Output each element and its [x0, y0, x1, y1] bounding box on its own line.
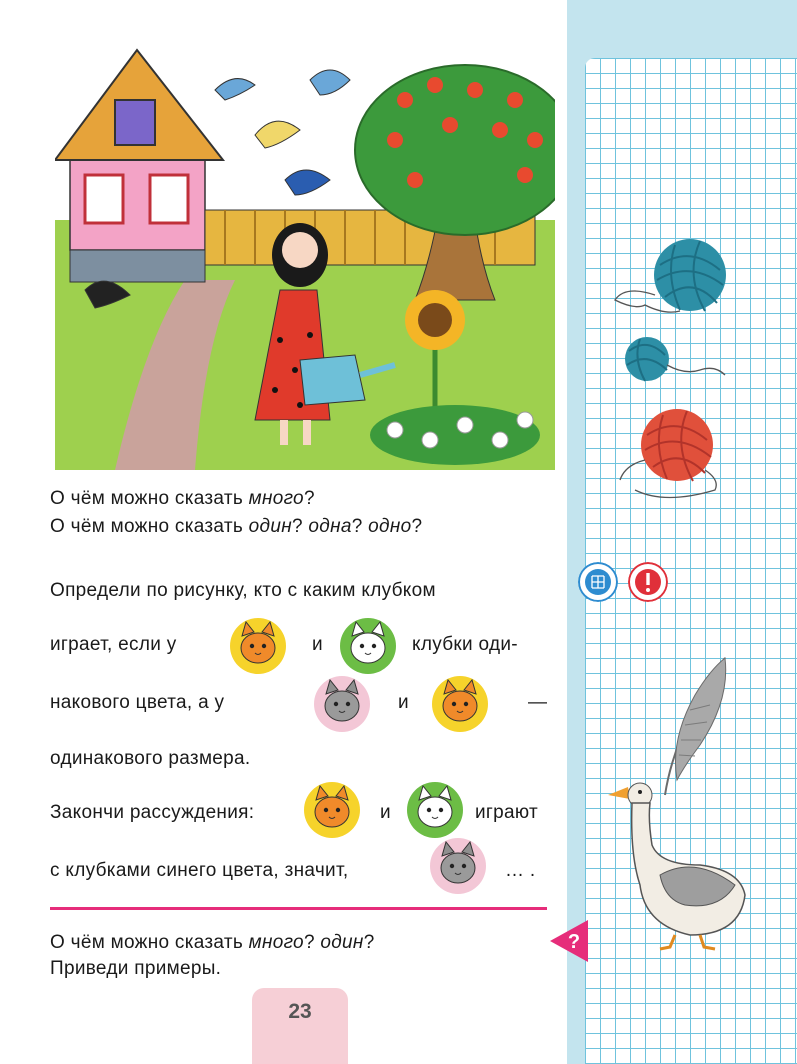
word-odin: один — [320, 932, 364, 953]
exclamation-icon — [628, 562, 668, 602]
word-odna: одна — [308, 516, 352, 537]
orange-cat-icon — [302, 780, 362, 840]
svg-text:?: ? — [567, 931, 581, 953]
question-one: О чём можно сказать один? одна? одно? — [50, 516, 423, 537]
bottom-question: О чём можно сказать много? один? — [50, 932, 375, 953]
task-line-3: накового цвета, а у и — — [50, 692, 548, 713]
grid-icon — [578, 562, 618, 602]
task-line-4: одинакового размера. — [50, 748, 251, 769]
orange-cat-icon — [430, 674, 490, 734]
goose-illustration — [600, 775, 760, 955]
white-cat-icon — [405, 780, 465, 840]
bottom-instruction: Приведи примеры. — [50, 958, 222, 979]
word-mnogo: много — [248, 488, 304, 509]
blue-yarn-ball-small — [625, 337, 725, 381]
page-number-tab — [252, 988, 348, 1064]
orange-cat-icon — [228, 616, 288, 676]
section-divider — [50, 907, 547, 910]
yarn-balls-illustration — [605, 225, 755, 515]
word-odin: один — [248, 516, 292, 537]
word-odno: одно — [368, 516, 412, 537]
grey-cat-icon — [312, 674, 372, 734]
question-icon — [550, 918, 592, 964]
garden-illustration — [55, 40, 555, 470]
grey-cat-icon — [428, 836, 488, 896]
page-number: 23 — [288, 1000, 312, 1023]
red-yarn-ball — [620, 409, 716, 498]
white-cat-icon — [338, 616, 398, 676]
task-line-1: Определи по рисунку, кто с каким клубком — [50, 580, 436, 601]
question-many: О чём можно сказать много? — [50, 488, 315, 509]
task-line-2: играет, если у и клубки оди- — [50, 634, 518, 655]
blue-yarn-ball-large — [615, 239, 726, 312]
task-line-6: с клубками синего цвета, значит, … . — [50, 860, 536, 881]
task-line-5: Закончи рассуждения: и играют — [50, 802, 539, 823]
word-mnogo: много — [248, 932, 304, 953]
flowers — [370, 405, 540, 465]
